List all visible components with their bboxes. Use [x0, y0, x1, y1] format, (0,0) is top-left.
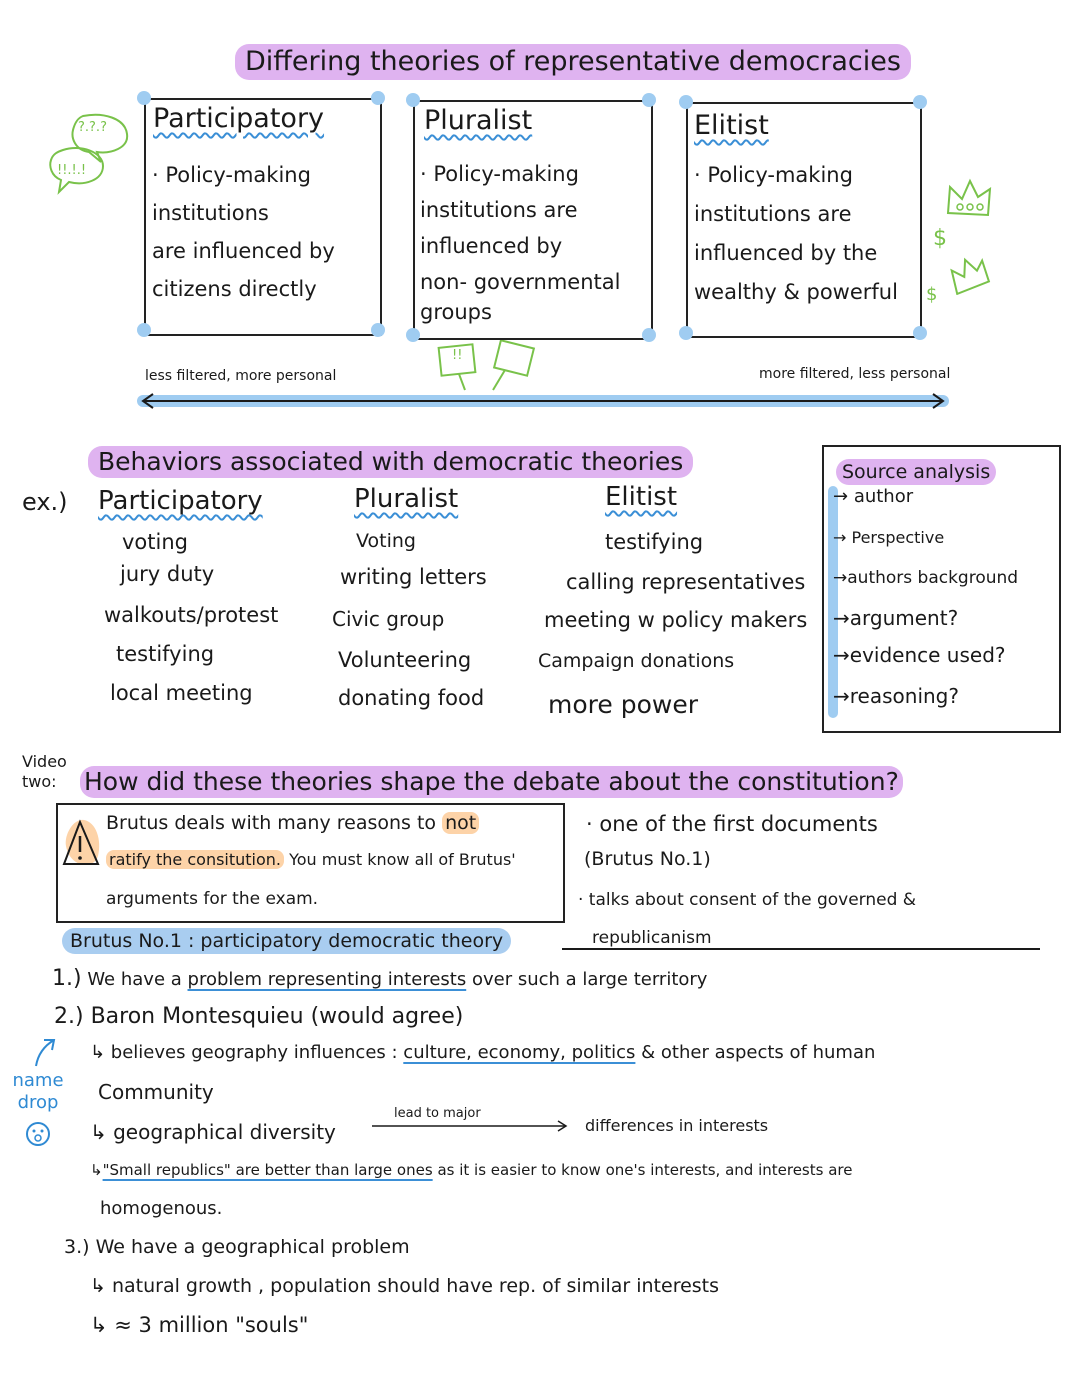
elitist-card-body: · Policy-making institutions are influenced by the wealthy & powerful [694, 163, 898, 304]
pluralist-card-title: Pluralist [424, 105, 533, 136]
source-analysis-item: → author [833, 486, 914, 507]
curved-arrow-icon [30, 1034, 60, 1070]
point-2-sub-2: ↳ geographical diversity [90, 1120, 336, 1144]
surprised-face-icon [24, 1120, 54, 1150]
warning-line-3: arguments for the exam. [106, 889, 319, 909]
behavior-item: Voting [356, 530, 416, 552]
elitist-card-title: Elitist [694, 110, 769, 141]
behavior-item: meeting w policy makers [544, 608, 808, 632]
ex-label: ex.) [22, 488, 68, 516]
spectrum-arrow [133, 388, 953, 414]
dollar-sign-1: $ [933, 226, 947, 251]
side-note-4: republicanism [592, 928, 712, 948]
participatory-card-body: · Policy-making institutions are influenced by citizens directly [152, 163, 335, 301]
brutus-heading: Brutus No.1 : participatory democratic theory [62, 928, 511, 954]
warning-line-2: ratify the consitution. You must know all of Brutus' [106, 850, 516, 869]
behavior-item: Campaign donations [538, 650, 735, 672]
arrow-label: lead to major [394, 1106, 481, 1121]
side-note-1: · one of the first documents [586, 812, 878, 836]
behavior-item: more power [548, 690, 698, 719]
point-1: 1.) We have a problem representing interests over such a large territory [52, 966, 708, 991]
dollar-sign-2: $ [926, 284, 938, 305]
point-2: 2.) Baron Montesquieu (would agree) [54, 1004, 464, 1029]
video-question: How did these theories shape the debate about the constitution? [80, 766, 903, 798]
divider-line [562, 948, 1040, 950]
right-arrow-icon [370, 1118, 572, 1134]
source-analysis-item: →authors background [833, 568, 1019, 588]
point-3-sub-1: ↳ natural growth , population should have rep. of similar interests [90, 1275, 720, 1297]
behaviors-col-pluralist: Pluralist [354, 484, 459, 514]
behavior-item: local meeting [110, 681, 253, 705]
behavior-item: testifying [116, 642, 215, 666]
crown-icon [940, 175, 1000, 295]
spectrum-left-label: less filtered, more personal [145, 368, 337, 384]
behavior-item: jury duty [120, 562, 215, 586]
spectrum-right-label: more filtered, less personal [759, 366, 951, 382]
behavior-item: walkouts/protest [104, 603, 279, 627]
behavior-item: Volunteering [338, 648, 472, 672]
warning-line-1: Brutus deals with many reasons to not [106, 812, 479, 834]
behaviors-col-participatory: Participatory [98, 486, 263, 516]
side-note-3: · talks about consent of the governed & [578, 890, 917, 910]
page-title: Differing theories of representative democracies [235, 44, 911, 80]
bubble-text-2: !!.!.! [57, 163, 87, 178]
point-3: 3.) We have a geographical problem [64, 1236, 410, 1258]
behavior-item: Civic group [332, 607, 445, 631]
source-analysis-title: Source analysis [836, 459, 996, 485]
source-analysis-item: →evidence used? [833, 643, 1006, 667]
point-3-sub-2: ↳ ≈ 3 million "souls" [90, 1313, 309, 1337]
sign-text: !! [452, 348, 463, 363]
behavior-item: donating food [338, 686, 485, 710]
behavior-item: testifying [605, 530, 704, 554]
behavior-item: writing letters [340, 565, 487, 589]
video-label: Video two: [22, 752, 67, 791]
behavior-item: voting [122, 530, 188, 554]
bubble-text-1: ?.?.? [78, 120, 107, 135]
behaviors-col-elitist: Elitist [605, 482, 678, 512]
point-2-sub-1: ↳ believes geography influences : culture, economy, politics & other aspects of human [90, 1042, 876, 1063]
warning-icon [60, 812, 104, 872]
name-drop-note: name drop [12, 1070, 64, 1113]
side-note-2: (Brutus No.1) [584, 848, 711, 870]
behaviors-heading: Behaviors associated with democratic theories [88, 446, 693, 478]
point-2-sub-1-cont: Community [98, 1080, 214, 1104]
point-2-sub-2-result: differences in interests [585, 1116, 769, 1135]
point-2-sub-3: ↳"Small republics" are better than large ones as it is easier to know one's interests, and interests are [90, 1161, 853, 1179]
source-analysis-item: →reasoning? [833, 684, 959, 708]
behavior-item: calling representatives [566, 570, 806, 594]
participatory-card-title: Participatory [153, 103, 325, 134]
point-2-sub-3-cont: homogenous. [100, 1198, 223, 1219]
source-analysis-item: →argument? [833, 606, 959, 630]
source-analysis-item: → Perspective [833, 528, 945, 547]
pluralist-card-body: · Policy-making institutions are influenced by non- governmental groups [420, 162, 621, 324]
